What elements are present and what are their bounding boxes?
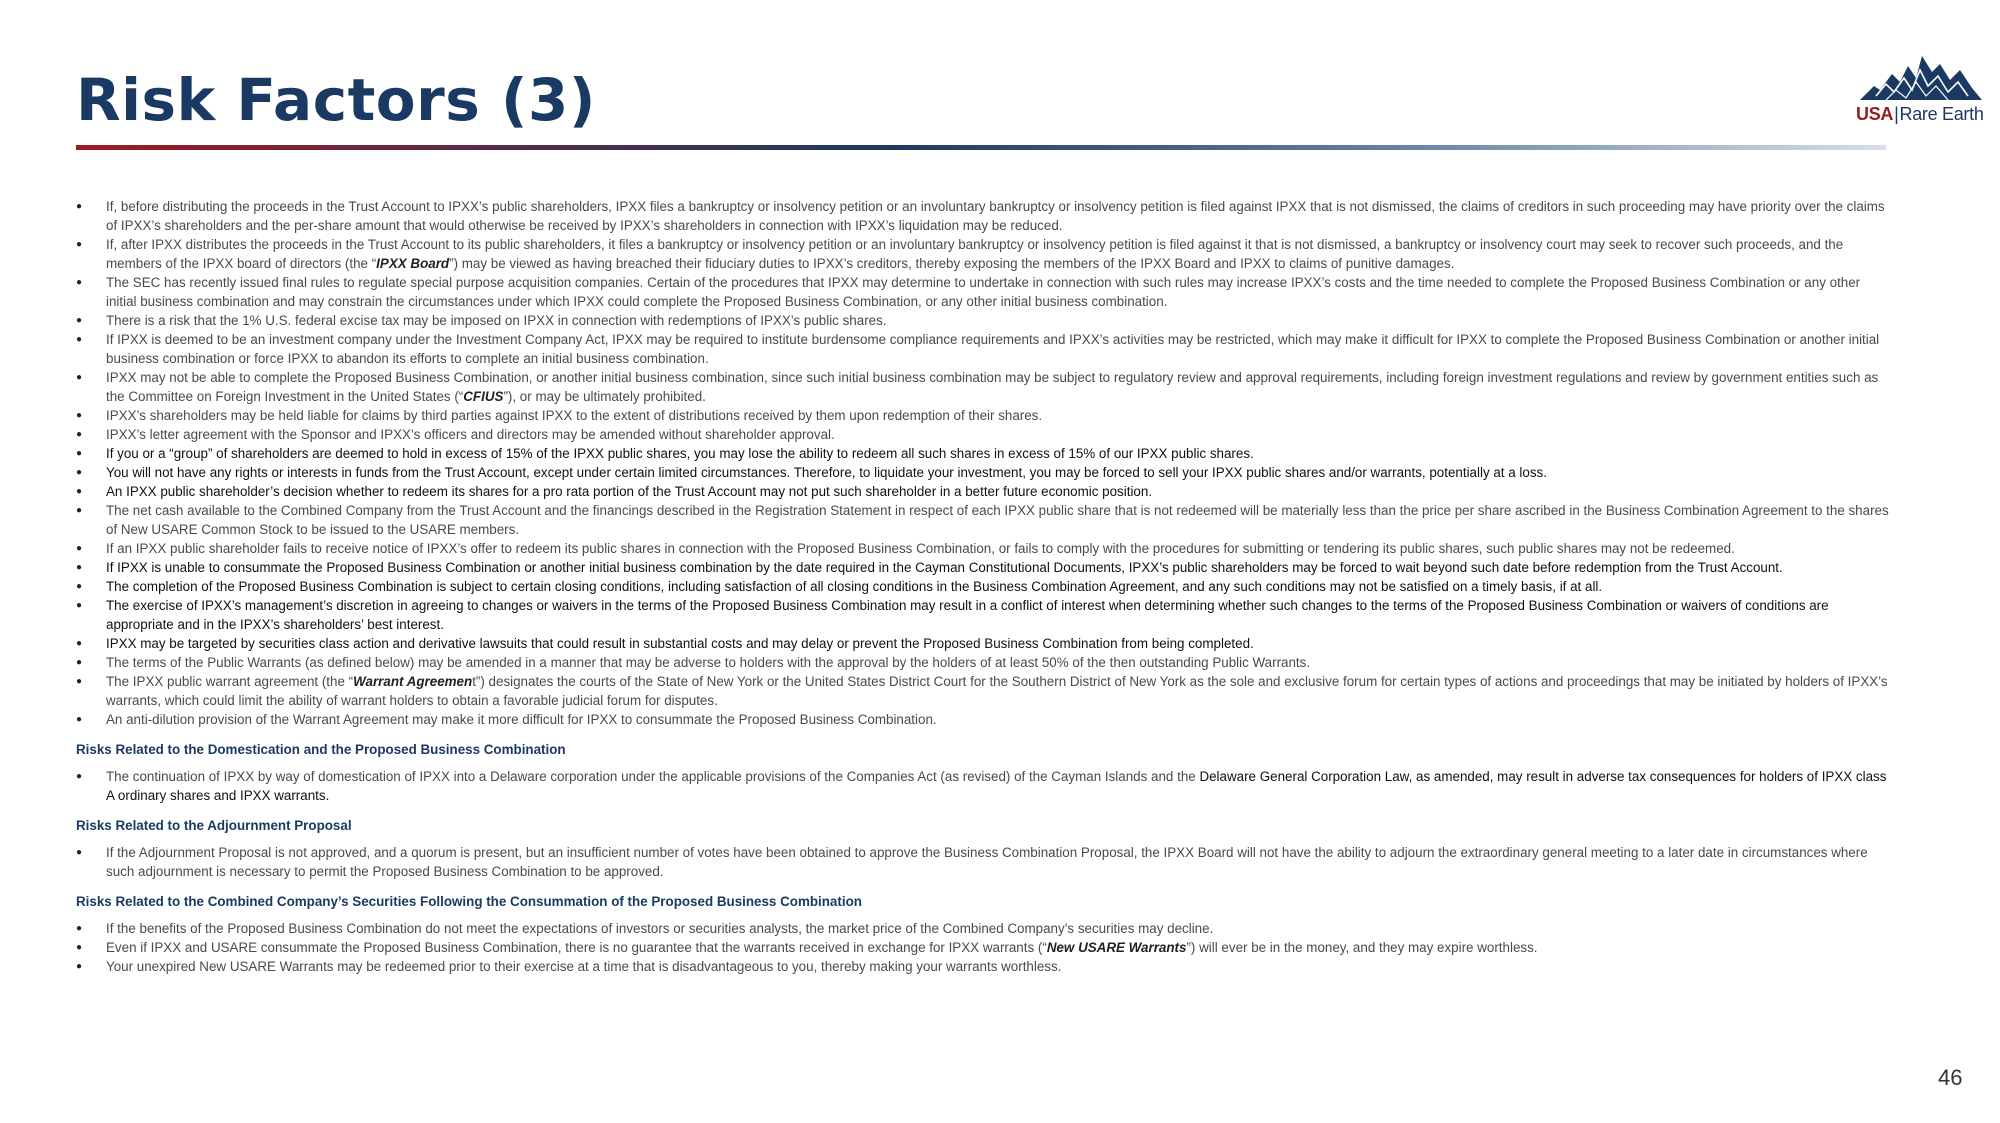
logo-rare-earth-text: Rare Earth — [1899, 104, 1984, 124]
list-item: ● An IPXX public shareholder’s decision whether to redeem its shares for a pro rata portion of the Trust Account may not put such shareholder in a better future economic position. — [76, 482, 1891, 501]
section-heading-domestication: Risks Related to the Domestication and the Proposed Business Combination — [76, 742, 566, 757]
list-item: ● IPXX’s letter agreement with the Sponsor and IPXX’s officers and directors may be amended without shareholder approval. — [76, 425, 1891, 444]
list-item: ● An anti-dilution provision of the Warrant Agreement may make it more difficult for IPXX to consummate the Proposed Business Combination. — [76, 710, 1891, 729]
risk-list-adjournment — [76, 843, 1891, 881]
logo-usa-text: USA — [1856, 104, 1894, 124]
risk-list-securities — [76, 919, 1891, 976]
list-item: ● If an IPXX public shareholder fails to receive notice of IPXX’s offer to redeem its public shares in connection with the Proposed Business Combination, or fails to comply with the procedures for submitting or tendering its public shares, such public shares may not be redeemed. — [76, 539, 1891, 558]
list-item: ● If, after IPXX distributes the proceeds in the Trust Account to its public shareholders, it files a bankruptcy or insolvency petition or an involuntary bankruptcy or insolvency petition is filed against it that is not dismissed, a bankruptcy or insolvency court may seek to recover such proceeds, and the members of the IPXX board of directors (the “IPXX Board”) may be viewed as having breached their fiduciary duties to IPXX’s creditors, thereby exposing the members of the IPXX Board and IPXX to claims of punitive damages. — [76, 235, 1891, 273]
list-item: ● If IPXX is unable to consummate the Proposed Business Combination or another initial business combination by the date required in the Cayman Constitutional Documents, IPXX’s public shareholders may be forced to wait beyond such date before redemption from the Trust Account. — [76, 558, 1891, 577]
list-item: ● You will not have any rights or interests in funds from the Trust Account, except under certain limited circumstances. Therefore, to liquidate your investment, you may be forced to sell your IPXX public shares and/or warrants, potentially at a loss. — [76, 463, 1891, 482]
logo-wordmark: USA|Rare Earth — [1856, 104, 1984, 124]
list-item: ● Your unexpired New USARE Warrants may be redeemed prior to their exercise at a time that is disadvantageous to you, thereby making your warrants worthless. — [76, 957, 1891, 976]
list-item: ● Even if IPXX and USARE consummate the Proposed Business Combination, there is no guarantee that the warrants received in exchange for IPXX warrants (“New USARE Warrants”) will ever be in the money, and they may expire worthless. — [76, 938, 1891, 957]
list-item: ● If, before distributing the proceeds in the Trust Account to IPXX’s public shareholders, IPXX files a bankruptcy or insolvency petition or an involuntary bankruptcy or insolvency petition is filed against IPXX that is not dismissed, the claims of creditors in such proceeding may have priority over the claims of IPXX’s shareholders and the per-share amount that would otherwise be received by IPXX’s shareholders in connection with IPXX’s liquidation may be reduced. — [76, 197, 1891, 235]
section-heading-securities: Risks Related to the Combined Company’s Securities Following the Consummation of the Proposed Business Combination — [76, 894, 862, 909]
page-number: 46 — [1938, 1065, 1963, 1090]
list-item: ● If the benefits of the Proposed Business Combination do not meet the expectations of investors or securities analysts, the market price of the Combined Company’s securities may decline. — [76, 919, 1891, 938]
list-item: ● IPXX may not be able to complete the Proposed Business Combination, or another initial business combination, since such initial business combination may be subject to regulatory review and approval requirements, including foreign investment regulations and review by government entities such as the Committee on Foreign Investment in the United States (“CFIUS”), or may be ultimately prohibited. — [76, 368, 1891, 406]
page-title: Risk Factors (3) — [76, 66, 596, 134]
list-item: ● The terms of the Public Warrants (as defined below) may be amended in a manner that may be adverse to holders with the approval by the holders of at least 50% of the then outstanding Public Warrants. — [76, 653, 1891, 672]
list-item: ● The IPXX public warrant agreement (the “Warrant Agreement”) designates the courts of the State of New York or the United States District Court for the Southern District of New York as the sole and exclusive forum for certain types of actions and proceedings that may be initiated by holders of IPXX’s warrants, which could limit the ability of warrant holders to obtain a favorable judicial forum for disputes. — [76, 672, 1891, 710]
list-item: ● The continuation of IPXX by way of domestication of IPXX into a Delaware corporation under the applicable provisions of the Companies Act (as revised) of the Cayman Islands and the Delaware General Corporation Law, as amended, may result in adverse tax consequences for holders of IPXX class A ordinary shares and IPXX warrants. — [76, 767, 1891, 805]
list-item: ● The completion of the Proposed Business Combination is subject to certain closing conditions, including satisfaction of all closing conditions in the Business Combination Agreement, and any such conditions may not be satisfied on a timely basis, if at all. — [76, 577, 1891, 596]
list-item: ● The SEC has recently issued final rules to regulate special purpose acquisition companies. Certain of the procedures that IPXX may determine to undertake in connection with such rules may increase IPXX’s costs and the time needed to complete the Proposed Business Combination or any other initial business combination and may constrain the circumstances under which IPXX could complete the Proposed Business Combination, or any other initial business combination. — [76, 273, 1891, 311]
title-divider — [76, 145, 1886, 150]
list-item: ● If IPXX is deemed to be an investment company under the Investment Company Act, IPXX may be required to institute burdensome compliance requirements and IPXX’s activities may be restricted, which may make it difficult for IPXX to complete the Proposed Business Combination or another initial business combination or force IPXX to abandon its efforts to complete an initial business combination. — [76, 330, 1891, 368]
list-item: ● IPXX’s shareholders may be held liable for claims by third parties against IPXX to the extent of distributions received by them upon redemption of their shares. — [76, 406, 1891, 425]
list-item: ● If you or a “group” of shareholders are deemed to hold in excess of 15% of the IPXX public shares, you may lose the ability to redeem all such shares in excess of 15% of our IPXX public shares. — [76, 444, 1891, 463]
list-item: ● If the Adjournment Proposal is not approved, and a quorum is present, but an insufficient number of votes have been obtained to approve the Business Combination Proposal, the IPXX Board will not have the ability to adjourn the extraordinary general meeting to a later date in circumstances where such adjournment is necessary to permit the Proposed Business Combination to be approved. — [76, 843, 1891, 881]
section-heading-adjournment: Risks Related to the Adjournment Proposal — [76, 818, 352, 833]
risk-list-domestication — [76, 767, 1891, 805]
risk-content — [76, 197, 1891, 976]
risk-list-main — [76, 197, 1891, 729]
list-item: ● The exercise of IPXX’s management’s discretion in agreeing to changes or waivers in the terms of the Proposed Business Combination may result in a conflict of interest when determining whether such changes to the terms of the Proposed Business Combination or waivers of conditions are appropriate and in the IPXX’s shareholders’ best interest. — [76, 596, 1891, 634]
list-item: ● There is a risk that the 1% U.S. federal excise tax may be imposed on IPXX in connection with redemptions of IPXX’s public shares. — [76, 311, 1891, 330]
list-item: ● IPXX may be targeted by securities class action and derivative lawsuits that could result in substantial costs and may delay or prevent the Proposed Business Combination from being completed. — [76, 634, 1891, 653]
list-item: ● The net cash available to the Combined Company from the Trust Account and the financings described in the Registration Statement in respect of each IPXX public share that is not redeemed will be materially less than the price per share ascribed in the Business Combination Agreement to the shares of New USARE Common Stock to be issued to the USARE members. — [76, 501, 1891, 539]
